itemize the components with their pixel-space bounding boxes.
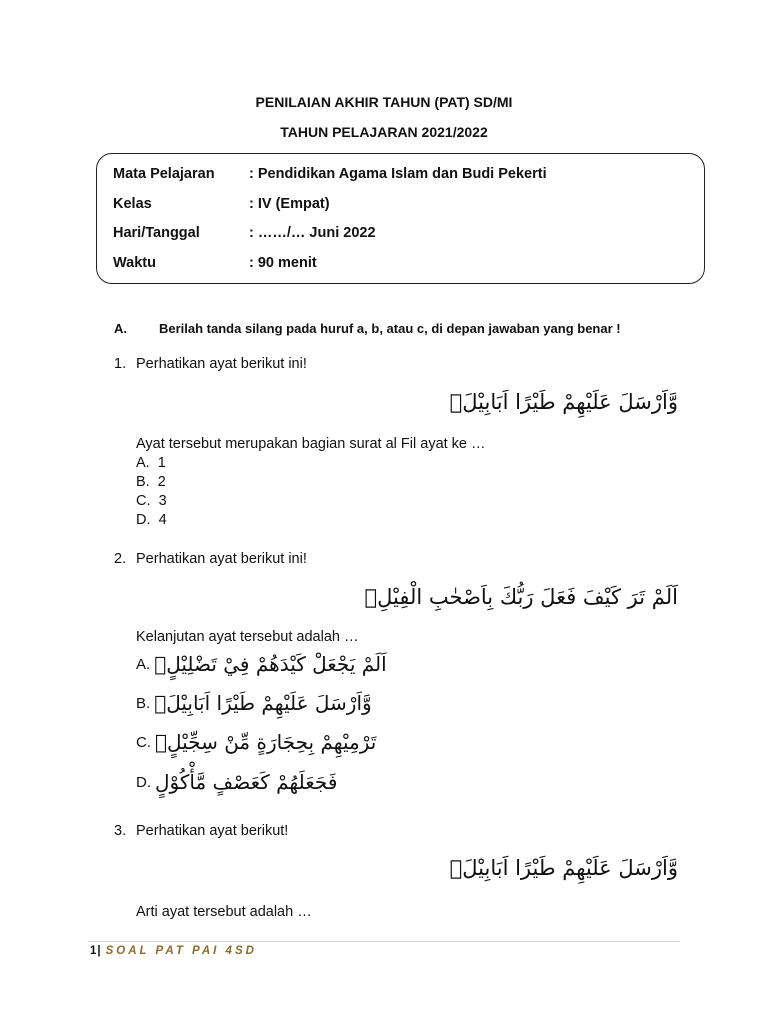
info-label: Kelas <box>113 196 152 212</box>
arabic-verse: اَلَمْ تَرَ كَيْفَ فَعَلَ رَبُّكَ بِاَصْحٰبِ الْفِيْلِۗ <box>364 585 678 609</box>
info-label: Hari/Tanggal <box>113 225 200 241</box>
option-letter: A. <box>136 655 151 673</box>
info-row-class <box>113 196 330 212</box>
arabic-verse: وَّاَرْسَلَ عَلَيْهِمْ طَيْرًا اَبَابِيْلَۙ <box>449 390 678 414</box>
option-b[interactable] <box>136 474 166 490</box>
exam-info-box <box>96 153 705 284</box>
info-value: : IV (Empat) <box>249 196 330 212</box>
page-footer <box>90 945 257 957</box>
info-value: : Pendidikan Agama Islam dan Budi Pekerti <box>249 166 547 182</box>
option-text: وَّاَرْسَلَ عَلَيْهِمْ طَيْرًا اَبَابِيْلَۙ <box>154 691 372 715</box>
question-number: 3. <box>114 823 127 839</box>
question-text: Arti ayat tersebut adalah … <box>136 904 312 920</box>
question-text: Kelanjutan ayat tersebut adalah … <box>136 629 359 645</box>
option-letter: C. <box>136 493 151 509</box>
section-instruction: Berilah tanda silang pada huruf a, b, atau c, di depan jawaban yang benar ! <box>159 321 621 336</box>
option-text: فَجَعَلَهُمْ كَعَصْفٍ مَّأْكُوْلٍ <box>155 770 338 794</box>
footer-text: SOAL PAT PAI 4SD <box>105 945 257 957</box>
option-text: 1 <box>157 455 166 471</box>
option-c[interactable] <box>136 730 376 754</box>
info-value: : ……/… Juni 2022 <box>249 225 376 241</box>
option-a[interactable] <box>136 455 166 471</box>
option-text: 3 <box>158 493 167 509</box>
arabic-verse: وَّاَرْسَلَ عَلَيْهِمْ طَيْرًا اَبَابِيْلَۙ <box>449 856 678 880</box>
option-letter: C. <box>136 733 151 751</box>
question-prompt: Perhatikan ayat berikut! <box>136 823 289 839</box>
option-d[interactable] <box>136 512 167 528</box>
option-letter: B. <box>136 694 151 712</box>
question-prompt: Perhatikan ayat berikut ini! <box>136 356 307 372</box>
page-title: PENILAIAN AKHIR TAHUN (PAT) SD/MI <box>255 94 513 110</box>
page-subtitle: TAHUN PELAJARAN 2021/2022 <box>280 124 488 140</box>
page-number: 1 <box>90 945 98 957</box>
info-label: Mata Pelajaran <box>113 166 215 182</box>
question-text: Ayat tersebut merupakan bagian surat al Fil ayat ke … <box>136 436 486 452</box>
option-letter: A. <box>136 455 150 471</box>
section-letter: A. <box>114 321 127 336</box>
info-label: Waktu <box>113 255 156 271</box>
option-letter: D. <box>136 512 151 528</box>
option-text: 4 <box>158 512 167 528</box>
info-value: : 90 menit <box>249 255 317 271</box>
question-number: 2. <box>114 551 127 567</box>
info-row-subject <box>113 166 547 182</box>
question-prompt: Perhatikan ayat berikut ini! <box>136 551 307 567</box>
info-row-date <box>113 225 376 241</box>
footer-divider <box>88 941 680 942</box>
option-text: 2 <box>157 474 166 490</box>
option-text: اَلَمْ يَجْعَلْ كَيْدَهُمْ فِيْ تَضْلِيْلٍۙ <box>154 652 387 676</box>
footer-separator: | <box>97 945 102 957</box>
option-b[interactable] <box>136 691 372 715</box>
option-letter: D. <box>136 773 151 791</box>
option-text: تَرْمِيْهِمْ بِحِجَارَةٍ مِّنْ سِجِّيْلٍۙ <box>155 730 377 754</box>
question-number: 1. <box>114 356 127 372</box>
option-d[interactable] <box>136 770 337 794</box>
info-row-time <box>113 255 317 271</box>
option-letter: B. <box>136 474 150 490</box>
option-a[interactable] <box>136 652 387 676</box>
option-c[interactable] <box>136 493 167 509</box>
